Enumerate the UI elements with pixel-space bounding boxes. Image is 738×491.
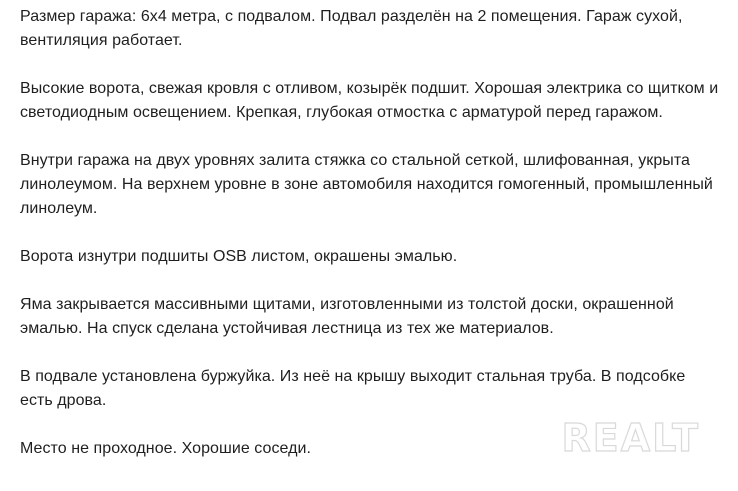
- description-paragraph-floor: Внутри гаража на двух уровнях залита стяжка со стальной сеткой, шлифованная, укрыта линолеумом. На верхнем уровне в зоне автомобиля находится гомогенный, промышленный линолеум.: [20, 152, 713, 217]
- listing-description: [20, 5, 720, 461]
- description-paragraph-gates-roof: Высокие ворота, свежая кровля с отливом, козырёк подшит. Хорошая электрика со щитком и светодиодным освещением. Крепкая, глубокая отмостка с арматурой перед гаражом.: [20, 80, 719, 121]
- realt-watermark-logo: REALT: [561, 416, 700, 460]
- description-paragraph-location: Место не проходное. Хорошие соседи.: [20, 440, 311, 457]
- description-paragraph-pit: Яма закрывается массивными щитами, изготовленными из толстой доски, окрашенной эмалью. На спуск сделана устойчивая лестница из тех же материалов.: [20, 296, 674, 337]
- description-paragraph-basement: В подвале установлена буржуйка. Из неё на крышу выходит стальная труба. В подсобке есть дрова.: [20, 368, 686, 409]
- description-paragraph-gates-inside: Ворота изнутри подшиты OSB листом, окрашены эмалью.: [20, 248, 458, 265]
- description-paragraph-size: Размер гаража: 6x4 метра, с подвалом. Подвал разделён на 2 помещения. Гараж сухой, вентиляция работает.: [20, 8, 683, 49]
